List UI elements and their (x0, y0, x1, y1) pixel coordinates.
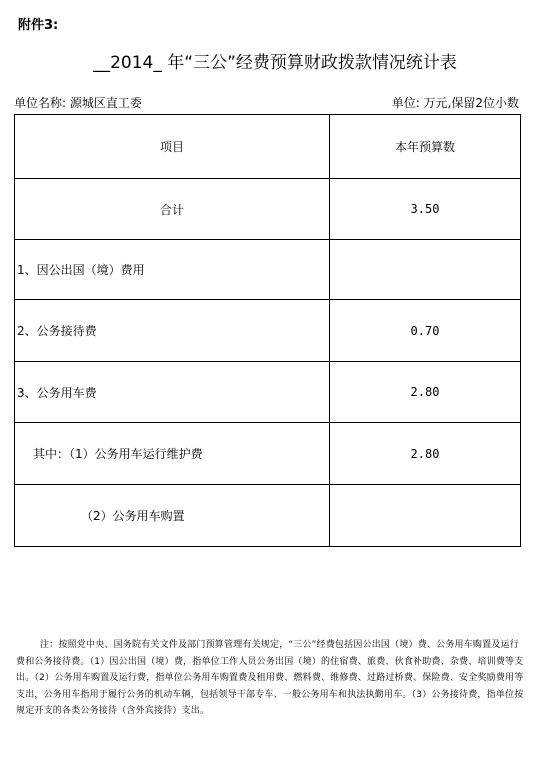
table-row (15, 423, 521, 485)
row-item-overseas: 1、因公出国（境）费用 (15, 240, 330, 300)
table-row (15, 300, 521, 362)
header-budget: 本年预算数 (330, 115, 521, 179)
row-value-total: 3.50 (330, 179, 521, 240)
unit-name: 单位名称: 源城区直工委 (14, 96, 142, 110)
attachment-label: 附件3: (18, 18, 59, 33)
row-item-vehicle-purchase: （2）公务用车购置 (15, 485, 330, 547)
row-value-vehicle-maintenance: 2.80 (330, 423, 521, 485)
page-title: __2014_ 年“三公”经费预算财政拨款情况统计表 (93, 53, 457, 73)
row-item-total: 合计 (15, 179, 330, 240)
row-item-vehicle-maintenance: 其中：（1）公务用车运行维护费 (15, 423, 330, 485)
row-value-vehicle: 2.80 (330, 362, 521, 423)
footnote: 注：按照党中央、国务院有关文件及部门预算管理有关规定，“三公”经费包括因公出国（境）费、公务用车购置及运行费和公务接待费。（1）因公出国（境）费，指单位工作人员公务出国（境）的住宿费、旅费、伙食补助费、杂费、培训费等支出。（2）公务用车购置及运行费，指单位公务用车购置费及租用费、燃料费、维修费、过路过桥费、保险费、安全奖励费用等支出，公务用车指用于履行公务的机动车辆，包括领导干部专车、一般公务用车和执法执勤用车。（3）公务接待费，指单位按规定开支的各类公务接待（含外宾接待）支出。 (16, 640, 524, 716)
table-row (15, 179, 521, 240)
unit-info: 单位: 万元,保留2位小数 (391, 96, 519, 110)
row-value-overseas (330, 240, 521, 300)
table-row (15, 362, 521, 423)
row-item-vehicle: 3、公务用车费 (15, 362, 330, 423)
row-value-reception: 0.70 (330, 300, 521, 362)
table-row (15, 485, 521, 547)
row-value-vehicle-purchase (330, 485, 521, 547)
table-row (15, 240, 521, 300)
budget-table (14, 114, 521, 547)
header-item: 项目 (15, 115, 330, 179)
table-header-row (15, 115, 521, 179)
row-item-reception: 2、公务接待费 (15, 300, 330, 362)
